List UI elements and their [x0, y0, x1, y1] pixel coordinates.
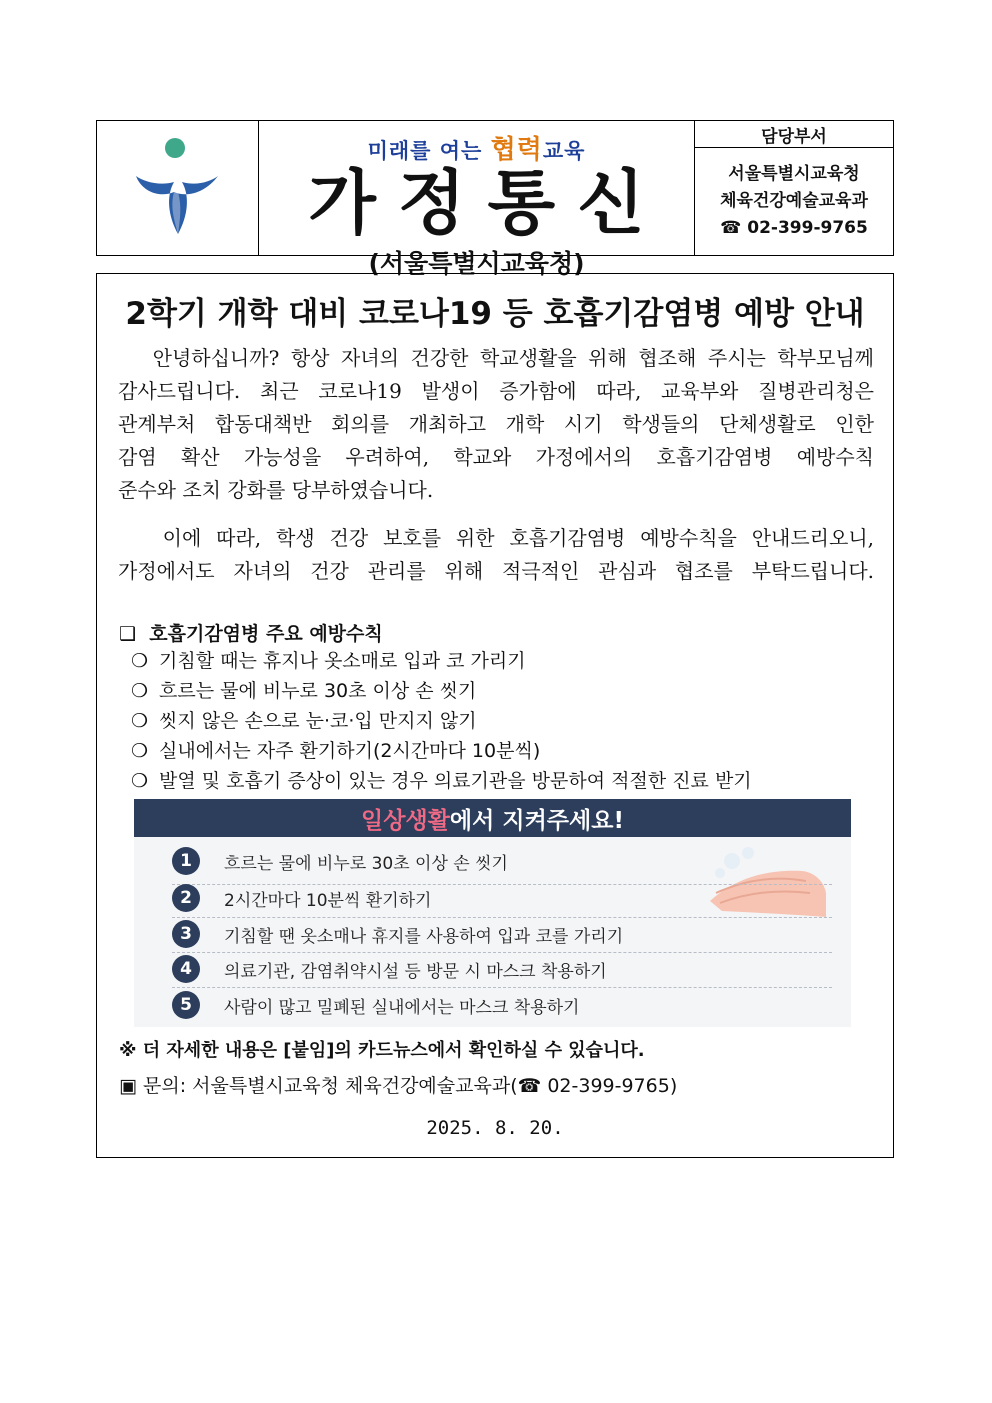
reference-note: ※ 더 자세한 내용은 [붙임]의 카드뉴스에서 확인하실 수 있습니다. [119, 1040, 645, 1061]
slogan-part2: 교육 [542, 139, 586, 163]
department-name: 체육건강예술교육과 [720, 191, 868, 211]
list-item [131, 646, 752, 676]
paragraph-line: 감사드립니다. 최근 코로나19 발생이 증가함에 따라, 교육부와 질병관리청은 [118, 379, 874, 403]
card-item [172, 917, 623, 951]
card-item [172, 844, 508, 878]
request-paragraph [118, 522, 874, 588]
rule-text: 발열 및 호흡기 증상이 있는 경우 의료기관을 방문하여 적절한 진료 받기 [159, 770, 752, 792]
title-cell [259, 121, 695, 278]
card-item [172, 988, 579, 1022]
sub-title: (서울특별시교육청) [368, 249, 585, 278]
list-item [131, 706, 752, 736]
department-info [695, 148, 893, 255]
list-item [131, 676, 752, 706]
card-item-text: 기침할 땐 옷소매나 휴지를 사용하여 입과 코를 가리기 [224, 926, 624, 947]
department-label: 담당부서 [695, 121, 893, 148]
number-badge: 5 [172, 991, 200, 1019]
paragraph-line: 안녕하십니까? 항상 자녀의 건강한 학교생활을 위해 협조해 주시는 학부모님께 [118, 346, 874, 370]
list-item [131, 736, 752, 766]
issue-date: 2025. 8. 20. [426, 1117, 564, 1139]
main-title: 가정통신 [308, 162, 667, 244]
card-title [134, 799, 851, 837]
letter-header [96, 120, 894, 278]
logo-cell [97, 121, 259, 255]
card-title-highlight: 일상생활 [361, 807, 450, 834]
card-item [172, 881, 431, 915]
slogan-highlight: 협력 [490, 135, 543, 165]
slogan-part1: 미래를 여는 [367, 139, 491, 163]
rule-text: 흐르는 물에 비누로 30초 이상 손 씻기 [159, 680, 477, 702]
paragraph-line: 준수와 조치 강화를 당부하였습니다. [118, 478, 434, 502]
list-item [131, 766, 752, 796]
number-badge: 3 [172, 920, 200, 948]
card-item-text: 흐르는 물에 비누로 30초 이상 손 씻기 [224, 853, 508, 874]
intro-paragraph [118, 342, 874, 507]
daily-life-card-image [134, 799, 851, 1027]
paragraph-line: 이에 따라, 학생 건강 보호를 위한 호흡기감염병 예방수칙을 안내드리오니, [118, 526, 874, 550]
contact-info: ▣ 문의: 서울특별시교육청 체육건강예술교육과(☎ 02-399-9765) [119, 1075, 678, 1097]
paragraph-line: 가정에서도 자녀의 건강 관리를 위해 적극적인 관심과 협조를 부탁드립니다. [118, 559, 874, 583]
notice-body [96, 273, 894, 1158]
section-heading: ❑ 호흡기감염병 주요 예방수칙 [119, 623, 383, 645]
rule-text: 실내에서는 자주 환기하기(2시간마다 10분씩) [159, 740, 541, 762]
circle-bullet-icon: ❍ [131, 710, 149, 732]
rule-text: 기침할 때는 휴지나 옷소매로 입과 코 가리기 [159, 650, 526, 672]
circle-bullet-icon: ❍ [131, 650, 149, 672]
card-item [172, 952, 607, 986]
rule-text: 씻지 않은 손으로 눈·코·입 만지지 않기 [159, 710, 477, 732]
number-badge: 2 [172, 884, 200, 912]
card-item-text: 의료기관, 감염취약시설 등 방문 시 마스크 착용하기 [224, 961, 607, 982]
circle-bullet-icon: ❍ [131, 770, 149, 792]
handwashing-hands-icon [702, 841, 832, 921]
number-badge: 1 [172, 847, 200, 875]
number-badge: 4 [172, 955, 200, 983]
seoul-education-logo-icon [130, 136, 226, 240]
circle-bullet-icon: ❍ [131, 740, 149, 762]
department-phone: ☎ 02-399-9765 [720, 218, 868, 238]
prevention-rules-list [131, 646, 752, 796]
paragraph-line: 관계부처 합동대책반 회의를 개최하고 개학 시기 학생들의 단체생활로 인한 [118, 412, 874, 436]
notice-title: 2학기 개학 대비 코로나19 등 호흡기감염병 예방 안내 [125, 296, 865, 332]
card-item-text: 사람이 많고 밀폐된 실내에서는 마스크 착용하기 [224, 997, 580, 1018]
slogan [368, 129, 586, 166]
circle-bullet-icon: ❍ [131, 680, 149, 702]
department-org: 서울특별시교육청 [728, 164, 860, 184]
paragraph-line: 감염 확산 가능성을 우려하여, 학교와 가정에서의 호흡기감염병 예방수칙 [118, 445, 874, 469]
card-title-rest: 에서 지켜주세요! [449, 807, 624, 834]
card-item-text: 2시간마다 10분씩 환기하기 [224, 890, 432, 911]
department-cell [695, 121, 893, 255]
